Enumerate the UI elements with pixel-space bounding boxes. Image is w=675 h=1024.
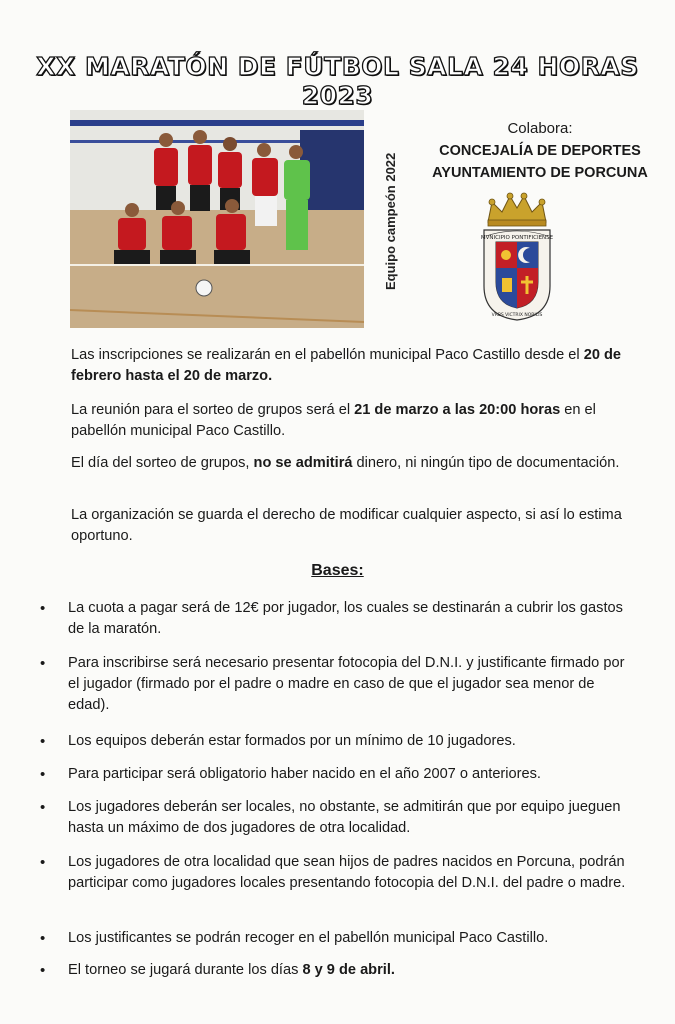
bullet-1-text: La cuota a pagar será de 12€ por jugador, los cuales se destinarán a cubrir los gastos de la maratón. <box>68 600 623 637</box>
bullet-dot: • <box>40 766 46 783</box>
intro-paragraph-3 <box>71 453 631 474</box>
porcuna-crest-logo <box>478 190 556 322</box>
team-photo-illustration <box>70 110 364 328</box>
collaborator-block <box>420 118 660 184</box>
bullet-2-text: Para inscribirse será necesario presentar fotocopia del D.N.I. y justificante firmado por el jugador (firmado por el padre o madre en caso de que el jugador sea menor de edad). <box>68 655 625 713</box>
intro-3-text: El día del sorteo de grupos, <box>71 455 254 471</box>
intro-3-post: dinero, ni ningún tipo de documentación. <box>352 455 620 471</box>
team-photo <box>70 110 364 328</box>
list-item-text <box>68 731 628 752</box>
intro-2-bold: 21 de marzo a las 20:00 horas <box>354 402 561 418</box>
intro-paragraph-2 <box>71 400 631 442</box>
list-item-text <box>68 928 628 949</box>
intro-4-text: La organización se guarda el derecho de modificar cualquier aspecto, si así lo estima oportuno. <box>71 507 622 544</box>
collaborator-line-1: CONCEJALÍA DE DEPORTES <box>439 143 641 159</box>
intro-paragraph-1 <box>71 345 631 387</box>
bullet-3-text: Los equipos deberán estar formados por un mínimo de 10 jugadores. <box>68 733 516 749</box>
bullet-dot: • <box>40 655 46 672</box>
bases-heading: Bases: <box>311 562 364 579</box>
bullet-dot: • <box>40 930 46 947</box>
bullet-dot: • <box>40 799 46 816</box>
intro-2-text: La reunión para el sorteo de grupos será el <box>71 402 355 418</box>
list-item-text <box>68 764 628 785</box>
bullet-dot: • <box>40 600 46 617</box>
svg-text:MVNICIPIO PONTIFICIENSE: MVNICIPIO PONTIFICIENSE <box>480 235 554 241</box>
bullet-6-text: Los jugadores de otra localidad que sean hijos de padres nacidos en Porcuna, podrán participar como jugadores locales presentando fotocopia del D.N.I. del padre o madre. <box>68 854 626 891</box>
list-item-text <box>68 653 628 716</box>
list-item-text <box>68 797 628 839</box>
bullet-5-text: Los jugadores deberán ser locales, no obstante, se admitirán que por equipo jueguen hasta un máximo de dos jugadores de otra localidad. <box>68 799 621 836</box>
bullet-dot: • <box>40 854 46 871</box>
intro-1-bold: 20 de febrero hasta el 20 de marzo. <box>71 347 622 384</box>
intro-3-bold: no se admitirá <box>253 455 353 471</box>
list-item-text <box>68 852 628 894</box>
collaborator-line-2: AYUNTAMIENTO DE PORCUNA <box>432 165 648 181</box>
list-item-text <box>68 598 628 640</box>
collaborator-label: Colabora: <box>507 120 573 137</box>
svg-text:VRBS VICTRIX NOBILIS: VRBS VICTRIX NOBILIS <box>491 313 543 318</box>
intro-1-text: Las inscripciones se realizarán en el pabellón municipal Paco Castillo desde el <box>71 347 584 363</box>
intro-paragraph-4 <box>71 505 631 547</box>
bullet-8-bold: 8 y 9 de abril. <box>302 962 395 978</box>
bullet-dot: • <box>40 962 46 979</box>
photo-caption: Equipo campeón 2022 <box>383 152 398 290</box>
list-item-text <box>68 960 628 981</box>
intro-2-post: en el pabellón municipal Paco Castillo. <box>71 402 596 439</box>
bullet-dot: • <box>40 733 46 750</box>
poster-title: XX MARATÓN DE FÚTBOL SALA 24 HORAS 2023 <box>36 52 639 110</box>
bullet-4-text: Para participar será obligatorio haber nacido en el año 2007 o anteriores. <box>68 766 541 782</box>
bullet-7-text: Los justificantes se podrán recoger en el pabellón municipal Paco Castillo. <box>68 930 549 946</box>
bullet-8-text: El torneo se jugará durante los días <box>68 962 303 978</box>
